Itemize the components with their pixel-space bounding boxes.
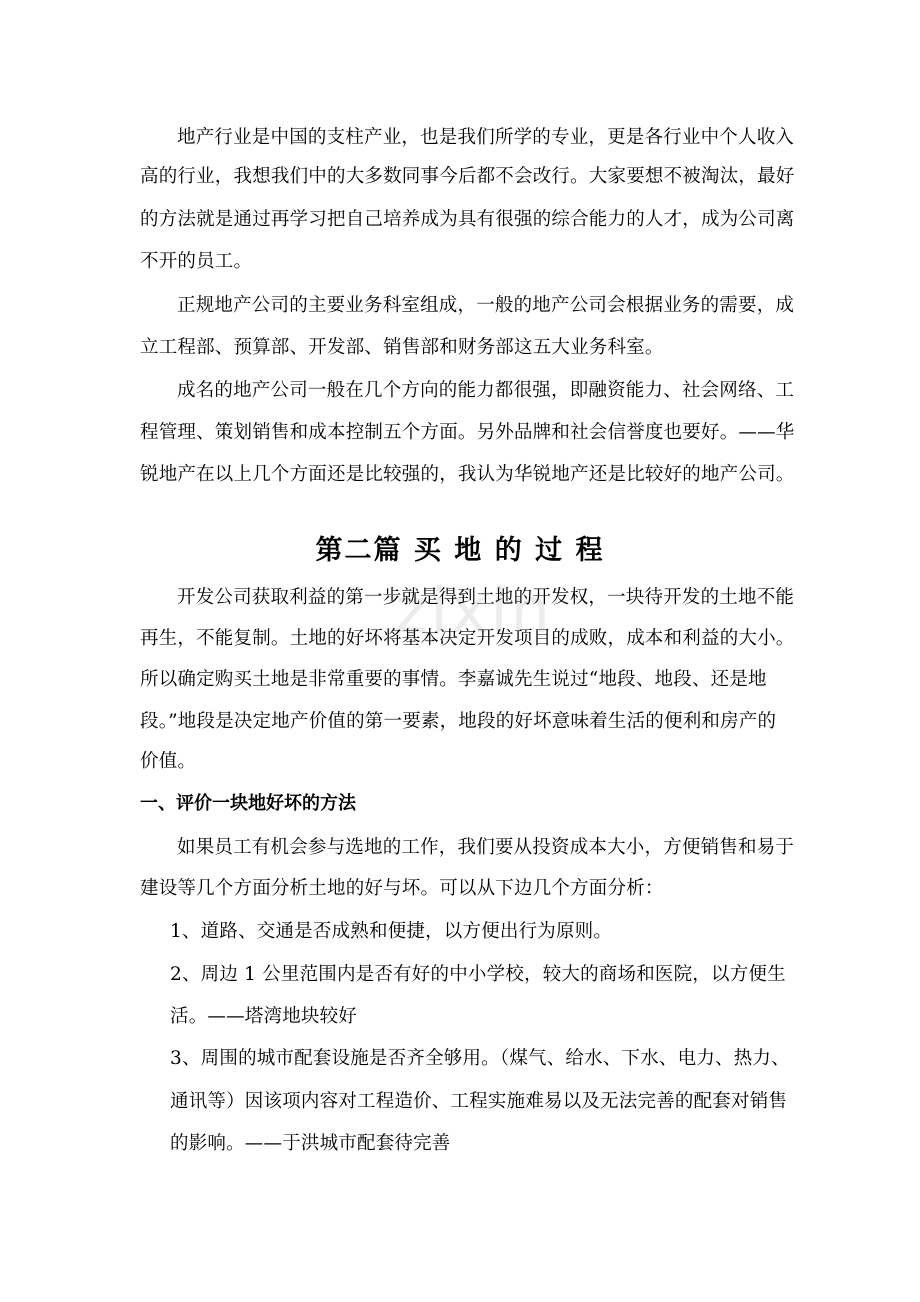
list-item: 2、周边 1 公里范围内是否有好的中小学校，较大的商场和医院，以方便生 <box>170 964 786 985</box>
list-item-continuation: 活。——塔湾地块较好 <box>170 1006 358 1027</box>
paragraph-line: 正规地产公司的主要业务科室组成，一般的地产公司会根据业务的需要，成 <box>177 295 795 316</box>
list-item: 1、道路、交通是否成熟和便捷，以方便出行为原则。 <box>170 921 613 942</box>
list-item-continuation: 的影响。——于洪城市配套待完善 <box>170 1133 451 1154</box>
watermark: zixin <box>395 574 553 647</box>
paragraph-line: 如果员工有机会参与选地的工作，我们要从投资成本大小，方便销售和易于 <box>177 837 795 858</box>
paragraph-line: 再生，不能复制。土地的好坏将基本决定开发项目的成败，成本和利益的大小。 <box>140 628 795 649</box>
section-heading: 一、评价一块地好坏的方法 <box>140 793 356 814</box>
paragraph-line: 程管理、策划销售和成本控制五个方面。另外品牌和社会信誉度也要好。——华 <box>140 422 795 443</box>
paragraph-line: 成名的地产公司一般在几个方向的能力都很强，即融资能力、社会网络、工 <box>177 380 795 401</box>
paragraph-line: 价值。 <box>140 751 197 772</box>
paragraph-line: 立工程部、预算部、开发部、销售部和财务部这五大业务科室。 <box>140 337 664 358</box>
list-item: 3、周围的城市配套设施是否齐全够用。（煤气、给水、下水、电力、热力、 <box>170 1048 790 1069</box>
paragraph-line: 的方法就是通过再学习把自己培养成为具有很强的综合能力的人才，成为公司离 <box>140 209 795 230</box>
paragraph-line: 锐地产在以上几个方面还是比较强的，我认为华锐地产还是比较好的地产公司。 <box>140 464 795 485</box>
paragraph-line: 段。”地段是决定地产价值的第一要素，地段的好坏意味着生活的便利和房产的 <box>140 711 777 732</box>
paragraph-line: 开发公司获取利益的第一步就是得到土地的开发权，一块待开发的土地不能 <box>177 587 795 608</box>
paragraph-line: 地产行业是中国的支柱产业，也是我们所学的专业，更是各行业中个人收入 <box>177 127 795 148</box>
paragraph-line: 建设等几个方面分析土地的好与坏。可以从下边几个方面分析： <box>140 878 664 899</box>
paragraph-line: 所以确定购买土地是非常重要的事情。李嘉诚先生说过“地段、地段、还是地 <box>140 669 767 690</box>
paragraph-line: 不开的员工。 <box>140 251 253 272</box>
list-item-continuation: 通讯等）因该项内容对工程造价、工程实施难易以及无法完善的配套对销售 <box>170 1091 788 1112</box>
chapter-heading: 第二篇 买 地 的 过 程 <box>315 535 605 566</box>
paragraph-line: 高的行业，我想我们中的大多数同事今后都不会改行。大家要想不被淘汰，最好 <box>140 166 795 187</box>
